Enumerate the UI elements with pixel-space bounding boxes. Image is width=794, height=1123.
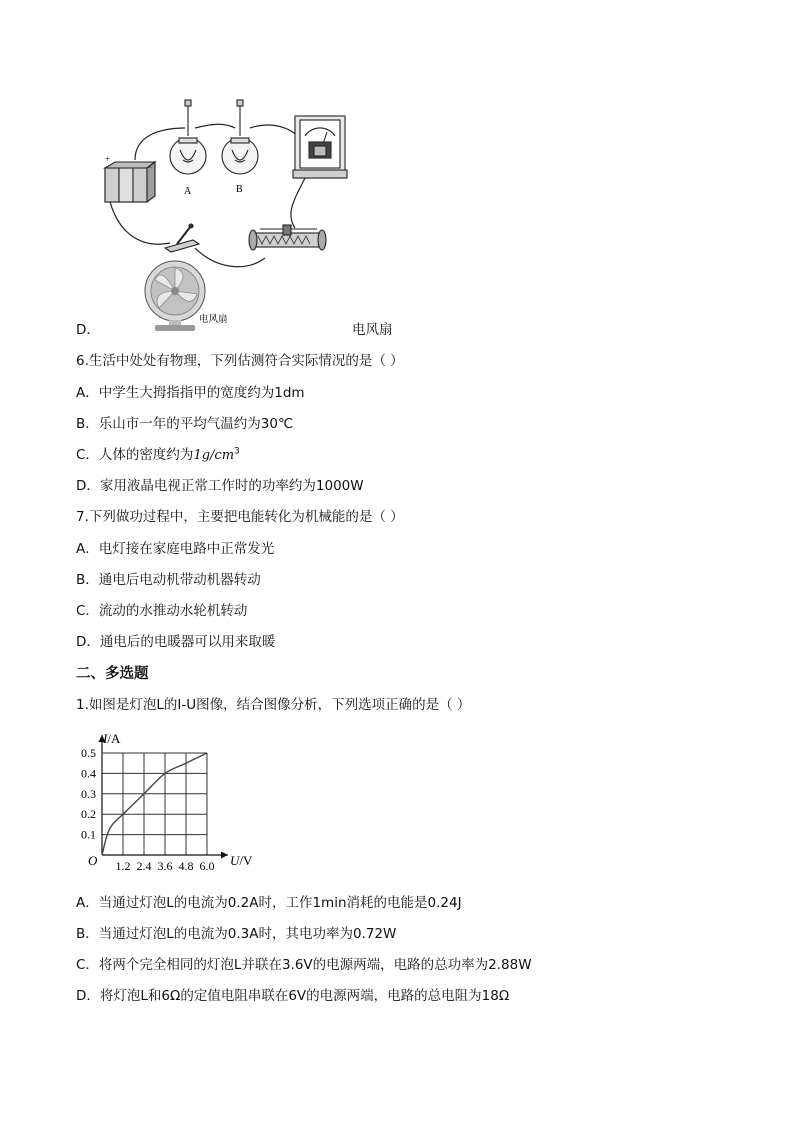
lamp-a [170, 100, 206, 174]
y-tick-label: 0.4 [81, 766, 96, 781]
wire [250, 125, 300, 138]
q1-stem: 1.如图是灯泡L的I-U图像，结合图像分析，下列选项正确的是（ ） [76, 697, 471, 713]
q7-stem: 7.下列做功过程中，主要把电能转化为机械能的是（ ） [76, 509, 404, 525]
y-tick-label: 0.5 [81, 746, 96, 760]
origin-label: O [88, 853, 98, 868]
lamp-b-label: B [236, 184, 243, 195]
wire [291, 178, 305, 228]
section-title: 二、多选题 [76, 666, 149, 682]
fan-image-label: 电风扇 [199, 314, 228, 325]
q6-option-c [76, 446, 240, 465]
meter [293, 116, 347, 178]
option-d-caption: 电风扇 [352, 322, 393, 338]
q6-option-c-value: 1g/cm [193, 448, 235, 463]
q7-option-d: D．通电后的电暖器可以用来取暖 [76, 634, 276, 650]
q6-stem: 6.生活中处处有物理，下列估测符合实际情况的是（ ） [76, 353, 404, 369]
rheostat [249, 225, 326, 250]
y-axis-label: I/A [103, 731, 121, 746]
x-tick-label: 6.0 [199, 859, 215, 873]
q7-option-a: A．电灯接在家庭电路中正常发光 [76, 541, 275, 557]
switch [165, 224, 199, 252]
y-tick-label: 0.2 [81, 807, 96, 822]
q6-option-b: B．乐山市一年的平均气温约为30℃ [76, 416, 294, 432]
x-axis-label: U/V [230, 853, 253, 868]
q6-option-a: A．中学生大拇指指甲的宽度约为1dm [76, 385, 305, 401]
y-tick-label: 0.1 [81, 827, 96, 842]
q7-option-c: C．流动的水推动水轮机转动 [76, 603, 248, 619]
y-tick-label: 0.3 [81, 786, 96, 801]
q6-option-d: D．家用液晶电视正常工作时的功率约为1000W [76, 478, 364, 494]
q1-option-d: D．将灯泡L和6Ω的定值电阻串联在6V的电源两端，电路的总电阻为18Ω [76, 988, 510, 1004]
option-d-letter: D． [76, 322, 100, 338]
fan-image [145, 261, 205, 331]
wire [195, 248, 265, 267]
q1-option-a: A．当通过灯泡L的电流为0.2A时，工作1min消耗的电能是0.24J [76, 895, 462, 911]
x-tick-label: 2.4 [136, 859, 152, 873]
lamp-a-label: A [184, 186, 192, 197]
circuit-figure [95, 98, 355, 333]
q1-option-b: B．当通过灯泡L的电流为0.3A时，其电功率为0.72W [76, 926, 397, 942]
q1-option-c: C．将两个完全相同的灯泡L并联在3.6V的电源两端，电路的总功率为2.88W [76, 957, 532, 973]
lamp-b [222, 100, 258, 174]
q6-option-c-exponent: 3 [234, 446, 240, 457]
q7-option-b: B．通电后电动机带动机器转动 [76, 572, 261, 588]
x-axis-arrow [221, 852, 228, 859]
battery-minus-label: − [147, 162, 153, 172]
x-tick-label: 4.8 [178, 859, 194, 873]
x-tick-label: 1.2 [115, 859, 131, 873]
iu-curve [102, 753, 207, 855]
q6-option-c-text: C．人体的密度约为 [76, 447, 194, 463]
battery-plus-label: + [105, 154, 111, 164]
iu-chart [70, 725, 270, 880]
x-tick-label: 3.6 [157, 859, 173, 873]
wire [195, 124, 235, 128]
